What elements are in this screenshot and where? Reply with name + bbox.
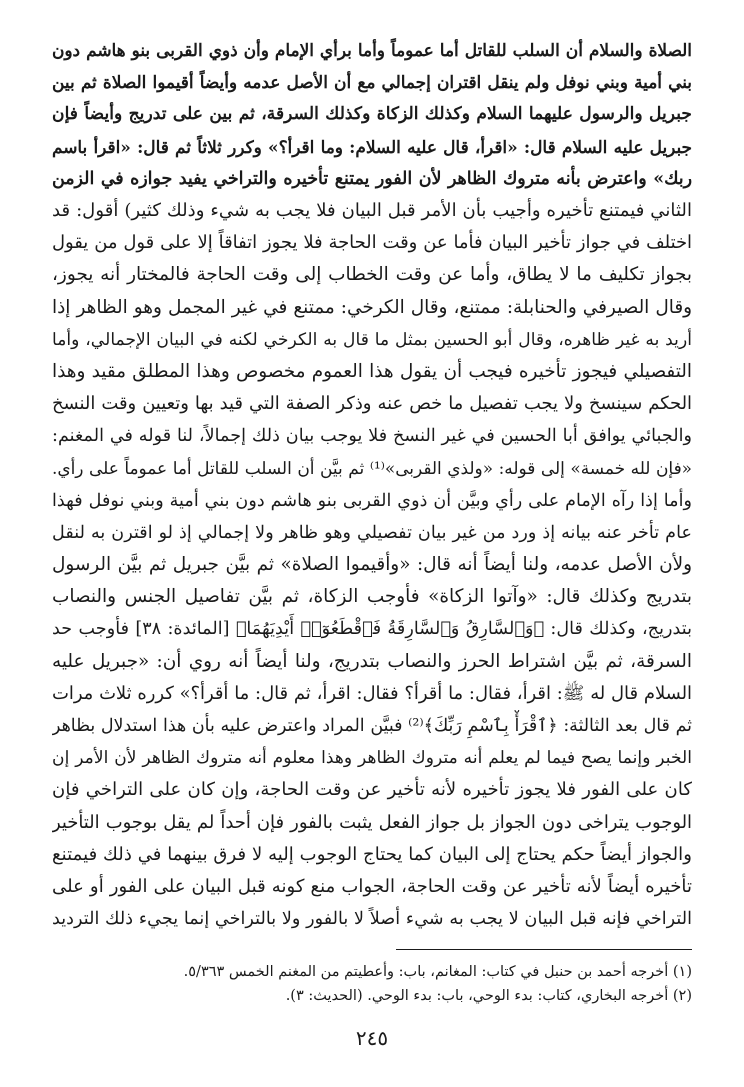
- text-line: وأما إذا رآه الإمام على رأي وبيَّن أن ذوي القربى بنو هاشم دون بني أمية وبني نوفل فهذا: [52, 490, 692, 511]
- text-line: كان على الفور فلا يجوز تأخيره لأنه تأخير عن وقت الحاجة، وإن كان على التراخي فإن: [52, 779, 692, 801]
- footnotes: [52, 960, 692, 1008]
- text-line: الصلاة والسلام أن السلب للقاتل أما عموماً وأما برأي الإمام وأن ذوي القربى بنو هاشم دون: [52, 40, 692, 60]
- text-line: اختلف في جواز تأخير البيان فأما عن وقت الحاجة فلا يجوز اتفاقاً إلا على قول من يقول: [52, 232, 692, 254]
- text-line: الخبر وإنما يصح فيما لم يعلم أنه متروك الظاهر وهذا معلوم أنه متروك الظاهر لأن الأمر إن: [52, 748, 692, 769]
- text-line: السلام قال له ﷺ: اقرأ، فقال: ما أقرأ؟ فقال: اقرأ، ثم قال: ما أقرأ؟» كرره ثلاث مرات: [52, 682, 692, 704]
- text-line: بجواز تكليف ما لا يطاق، وأما عن وقت الخطاب إلى وقت الحاجة فالمختار أنه يجوز،: [52, 264, 692, 286]
- text-line: بني أمية وبني نوفل ولم ينقل اقتران إجمالي مع أن الأصل عدمه وأيضاً أقيموا الصلاة ثم بين: [52, 72, 692, 93]
- text-line: الحكم سينسخ ولا يجب تفصيل ما خص عنه وذكر الصفة التي قيد بها وتعيين وقت النسخ: [52, 393, 692, 415]
- text-line: «فإن لله خمسة» إلى قوله: «ولذي القربى»⁽¹⁾ ثم بيَّن أن السلب للقاتل أما عموماً على رأي.: [52, 458, 692, 479]
- footnote-1: (١) أخرجه أحمد بن حنبل في كتاب: المغانم، باب: وأعطيتم من المغنم الخمس ٥/٣٦٣.: [183, 964, 692, 981]
- text-line: ولأن الأصل عدمه، ولنا أيضاً أنه قال: «وأقيموا الصلاة» ثم بيَّن جبريل ثم بيَّن الرسول: [52, 554, 692, 575]
- page-number: ٢٤٥: [355, 1026, 389, 1050]
- main-text: [52, 34, 692, 935]
- text-line: بتدريج، وكذلك قال: ﴿وَٱلسَّارِقُ وَٱلسَّارِقَةُ فَٱقْطَعُوٓا۟ أَيْدِيَهُمَا﴾ [المائدة: ٣٨] فأوجب حد: [52, 619, 692, 640]
- text-line: والجواز أيضاً حكم يحتاج إلى البيان كما يحتاج الوجوب إليه لا فرق بينهما في ذلك فيمتنع: [52, 843, 692, 865]
- text-line: التفصيلي فيجوز تأخيره فيجب أن يقول هذا العموم مخصوص وهذا المطلق مقيد وهذا: [52, 360, 692, 382]
- text-line: ثم قال بعد الثالثة: ﴿ٱقْرَأْ بِٱسْمِ رَبِّكَ﴾⁽²⁾ فبيَّن المراد واعترض عليه بأن هذا استدلال بظاهر: [52, 715, 692, 736]
- text-line: أريد به غير ظاهره، وقال أبو الحسين بمثل ما قال به الكرخي لكنه في البيان الإجمالي، وأما: [52, 329, 692, 350]
- text-line: الوجوب يتراخى دون الجواز بل جواز الفعل يثبت بالفور فإن أحداً لم يقل بوجوب التأخير: [52, 811, 692, 833]
- text-line: جبريل والرسول عليهما السلام وكذلك الزكاة وكذلك السرقة، ثم بين على تدريج وأيضاً فإن: [52, 104, 692, 125]
- text-line: تأخيره أيضاً لأنه تأخير عن وقت الحاجة، الجواب منع كونه قبل البيان على الفور أو على: [52, 875, 692, 897]
- text-line: بتدريج وكذلك قال: «وآتوا الزكاة» فأوجب الزكاة، ثم بيَّن تفاصيل الجنس والنصاب: [52, 586, 692, 608]
- footnote-2: (٢) أخرجه البخاري، كتاب: بدء الوحي، باب: بدء الوحي. (الحديث: ٣).: [285, 988, 692, 1005]
- text-line: جبريل عليه السلام قال: «اقرأ، قال عليه السلام: وما اقرأ؟» وكرر ثلاثاً ثم قال: «اقرأ باسم: [52, 136, 692, 157]
- text-line: ربك» واعترض بأنه متروك الظاهر لأن الفور يمتنع تأخيره والتراخي يفيد جوازه في الزمن: [52, 168, 692, 189]
- text-line: التراخي فإنه قبل البيان لا يجب به شيء أصلاً لا بالفور ولا بالتراخي إنما يجيء ذلك الترديد: [52, 909, 692, 930]
- text-line: الثاني فيمتنع تأخيره وأجيب بأن الأمر قبل البيان فلا يجب به شيء وذلك كثير) أقول: قد: [52, 199, 692, 221]
- text-line: وقال الصيرفي والحنابلة: ممتنع، وقال الكرخي: ممتنع في غير المجمل وهو الظاهر إذا: [52, 296, 692, 318]
- text-line: والجبائي يوافق أبا الحسين في غير النسخ فلا يوجب بيان ذلك إجمالاً، لنا قوله في المغنم:: [52, 426, 692, 447]
- text-line: عام تأخر عنه بيانه إذ ورد من غير بيان تفصيلي وهو ظاهر ولا إجمالي إذ لو اقترن به لنقل: [52, 522, 692, 543]
- footnote-divider: [396, 949, 692, 950]
- text-line: السرقة، ثم بيَّن اشتراط الحرز والنصاب بتدريج، ولنا أيضاً أنه روي أن: «جبريل عليه: [52, 650, 692, 672]
